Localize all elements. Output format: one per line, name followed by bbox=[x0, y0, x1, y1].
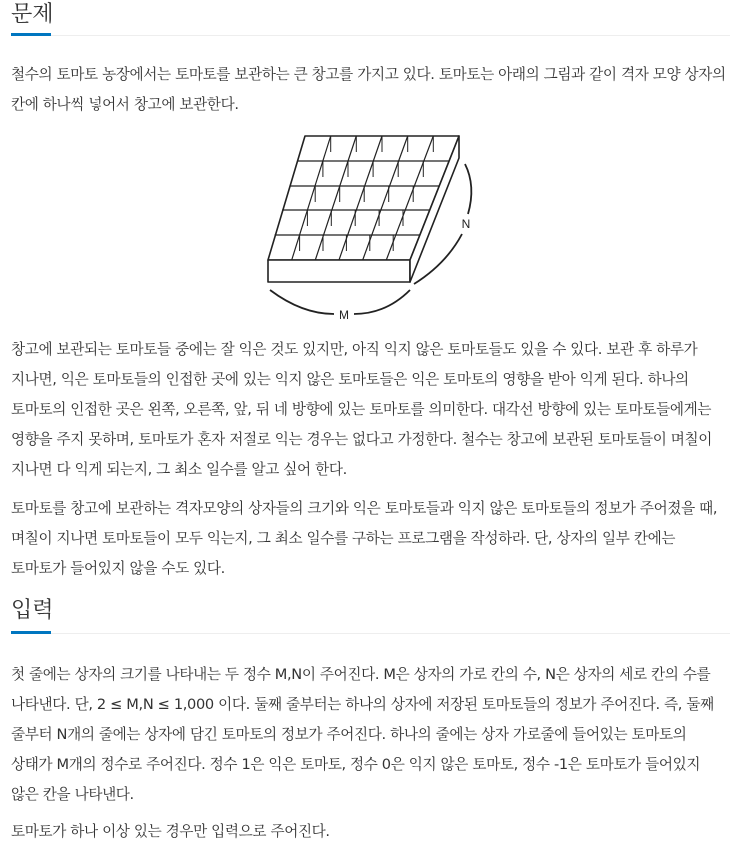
problem-section-header bbox=[11, 0, 730, 36]
box-front-face bbox=[268, 260, 410, 282]
input-paragraph-2: 토마토가 하나 이상 있는 경우만 입력으로 주어진다. bbox=[11, 823, 330, 840]
input-section-header bbox=[11, 590, 730, 634]
n-dimension-arc-top bbox=[465, 164, 471, 214]
m-dimension-arc bbox=[270, 290, 334, 314]
input-heading-underline bbox=[11, 631, 51, 634]
input-heading: 입력 bbox=[11, 598, 54, 623]
box-top-face bbox=[268, 136, 459, 260]
m-dimension-label: M bbox=[339, 308, 349, 322]
input-paragraph-1: 첫 줄에는 상자의 크기를 나타내는 두 정수 M,N이 주어진다. M은 상자의 가로 칸의 수, N은 상자의 세로 칸의 수를 나타낸다. 단, 2 ≤ M,N ≤ 1,000 이다. 둘째 줄부터는 하나의 상자에 저장된 토마토들의 정보가 주어진다. 즉, 둘째 줄부터 N개의 줄에는 상자에 담긴 토마토의 정보가 주어진다. 하나의 줄에는 상자 가로줄에 들어있는 토마토의 상태가 M개의 정수로 주어진다. 정수 1은 익은 토마토, 정수 0은 익지 않은 토마토, 정수 -1은 토마토가 들어있지 않은 칸을 나타낸다. bbox=[11, 666, 714, 803]
n-dimension-label: N bbox=[461, 217, 471, 231]
problem-heading-underline bbox=[11, 33, 51, 36]
problem-paragraph-3: 토마토를 창고에 보관하는 격자모양의 상자들의 크기와 익은 토마토들과 익지 않은 토마토들의 정보가 주어졌을 때, 며칠이 지나면 토마토들이 모두 익는지, 그 최소 일수를 구하는 프로그램을 작성하라. 단, 상자의 일부 칸에는 토마토가 들어있지 않을 수도 있다. bbox=[11, 500, 718, 577]
m-dimension-arc-right bbox=[354, 290, 410, 314]
problem-heading: 문제 bbox=[11, 2, 54, 27]
problem-paragraph-1: 철수의 토마토 농장에서는 토마토를 보관하는 큰 창고를 가지고 있다. 토마토는 아래의 그림과 같이 격자 모양 상자의 칸에 하나씩 넣어서 창고에 보관한다. bbox=[11, 66, 726, 113]
tomato-box-figure bbox=[262, 130, 482, 330]
problem-paragraph-2: 창고에 보관되는 토마토들 중에는 잘 익은 것도 있지만, 아직 익지 않은 토마토들도 있을 수 있다. 보관 후 하루가 지나면, 익은 토마토들의 인접한 곳에 있는 익지 않은 토마토들은 익은 토마토의 영향을 받아 익게 된다. 하나의 토마토의 인접한 곳은 왼쪽, 오른쪽, 앞, 뒤 네 방향에 있는 토마토를 의미한다. 대각선 방향에 있는 토마토들에게는 영향을 주지 못하며, 토마토가 혼자 저절로 익는 경우는 없다고 가정한다. 철수는 창고에 보관된 토마토들이 며칠이 지나면 다 익게 되는지, 그 최소 일수를 알고 싶어 한다. bbox=[11, 341, 713, 478]
